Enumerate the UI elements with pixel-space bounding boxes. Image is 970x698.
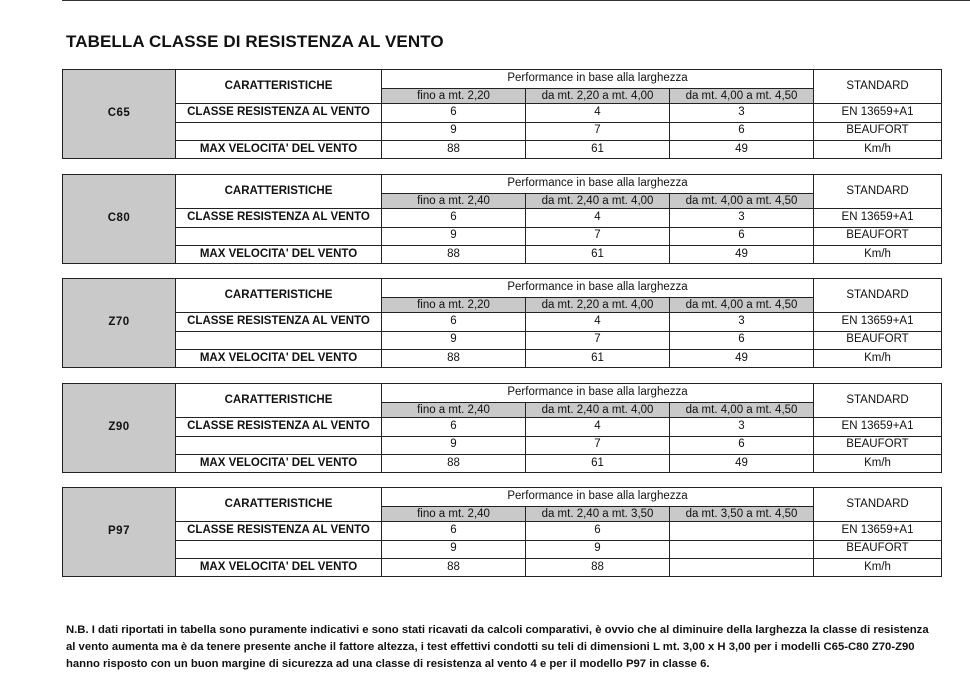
performance-header: Performance in base alla larghezza <box>382 70 814 89</box>
value-cell: 61 <box>526 140 670 158</box>
value-cell <box>670 558 814 576</box>
value-cell: 88 <box>382 349 526 367</box>
value-cell: 7 <box>526 436 670 454</box>
table-row <box>63 454 942 472</box>
table-row <box>63 522 942 540</box>
value-cell: 49 <box>670 140 814 158</box>
value-cell: 9 <box>382 436 526 454</box>
model-name: C65 <box>63 70 176 159</box>
table-block <box>62 487 941 577</box>
value-cell: 3 <box>670 104 814 122</box>
value-cell: 88 <box>382 245 526 263</box>
row-label <box>176 331 382 349</box>
table-block <box>62 278 941 368</box>
value-cell: 9 <box>382 227 526 245</box>
table-row <box>63 349 942 367</box>
table-row <box>63 140 942 158</box>
width-range: fino a mt. 2,20 <box>382 298 526 313</box>
wind-class-table <box>62 383 942 473</box>
value-cell: 88 <box>382 558 526 576</box>
row-label: CLASSE RESISTENZA AL VENTO <box>176 209 382 227</box>
footnote: N.B. I dati riportati in tabella sono puramente indicativi e sono stati ricavati da calcoli comparativi, è ovvio che al diminuire della larghezza la classe di resistenza al vento aumenta ma è da tenere presente anche il fattore altezza, i test effettivi condotti su teli di dimensioni L mt. 3,00 x H 3,00 per i modelli C65-C80 Z70-Z90 hanno risposto con un buon margine di sicurezza ad una classe di resistenza al vento 4 e per il modello P97 in classe 6. <box>66 624 929 670</box>
standard-cell: BEAUFORT <box>814 540 942 558</box>
value-cell: 88 <box>382 140 526 158</box>
characteristics-header: CARATTERISTICHE <box>176 384 382 418</box>
standard-header: STANDARD <box>814 384 942 418</box>
standard-cell: Km/h <box>814 454 942 472</box>
width-range: da mt. 2,40 a mt. 4,00 <box>526 194 670 209</box>
row-label <box>176 540 382 558</box>
standard-header: STANDARD <box>814 70 942 104</box>
characteristics-header: CARATTERISTICHE <box>176 279 382 313</box>
table-block <box>62 383 941 473</box>
performance-header: Performance in base alla larghezza <box>382 488 814 507</box>
table-row <box>63 331 942 349</box>
value-cell: 9 <box>382 122 526 140</box>
table-row <box>63 418 942 436</box>
width-range: fino a mt. 2,40 <box>382 194 526 209</box>
row-label: MAX VELOCITA' DEL VENTO <box>176 245 382 263</box>
width-range: da mt. 3,50 a mt. 4,50 <box>670 507 814 522</box>
standard-cell: BEAUFORT <box>814 122 942 140</box>
table-block <box>62 174 941 264</box>
row-label <box>176 436 382 454</box>
value-cell: 49 <box>670 349 814 367</box>
standard-cell: EN 13659+A1 <box>814 209 942 227</box>
width-range: fino a mt. 2,20 <box>382 89 526 104</box>
standard-cell: Km/h <box>814 245 942 263</box>
value-cell: 9 <box>526 540 670 558</box>
standard-cell: EN 13659+A1 <box>814 418 942 436</box>
table-row <box>63 384 942 403</box>
table-row <box>63 70 942 89</box>
standard-cell: Km/h <box>814 349 942 367</box>
value-cell: 4 <box>526 418 670 436</box>
characteristics-header: CARATTERISTICHE <box>176 175 382 209</box>
row-label: CLASSE RESISTENZA AL VENTO <box>176 418 382 436</box>
standard-cell: EN 13659+A1 <box>814 313 942 331</box>
width-range: da mt. 4,00 a mt. 4,50 <box>670 298 814 313</box>
row-label: MAX VELOCITA' DEL VENTO <box>176 349 382 367</box>
width-range: da mt. 4,00 a mt. 4,50 <box>670 89 814 104</box>
standard-cell: Km/h <box>814 140 942 158</box>
value-cell: 88 <box>382 454 526 472</box>
model-name: Z70 <box>63 279 176 368</box>
value-cell: 49 <box>670 245 814 263</box>
standard-cell: EN 13659+A1 <box>814 104 942 122</box>
table-row <box>63 104 942 122</box>
value-cell: 61 <box>526 245 670 263</box>
model-name: C80 <box>63 175 176 264</box>
row-label: CLASSE RESISTENZA AL VENTO <box>176 522 382 540</box>
value-cell: 4 <box>526 104 670 122</box>
performance-header: Performance in base alla larghezza <box>382 175 814 194</box>
value-cell <box>670 522 814 540</box>
value-cell <box>670 540 814 558</box>
standard-cell: EN 13659+A1 <box>814 522 942 540</box>
standard-cell: Km/h <box>814 558 942 576</box>
wind-class-table <box>62 69 942 159</box>
value-cell: 3 <box>670 313 814 331</box>
value-cell: 7 <box>526 331 670 349</box>
table-row <box>63 313 942 331</box>
table-row <box>63 558 942 576</box>
width-range: da mt. 2,40 a mt. 4,00 <box>526 403 670 418</box>
width-range: fino a mt. 2,40 <box>382 507 526 522</box>
top-rule <box>62 0 970 1</box>
value-cell: 6 <box>670 227 814 245</box>
width-range: fino a mt. 2,40 <box>382 403 526 418</box>
value-cell: 9 <box>382 540 526 558</box>
value-cell: 3 <box>670 209 814 227</box>
row-label: CLASSE RESISTENZA AL VENTO <box>176 104 382 122</box>
model-name: P97 <box>63 488 176 577</box>
table-row <box>63 209 942 227</box>
table-row <box>63 488 942 507</box>
standard-cell: BEAUFORT <box>814 227 942 245</box>
table-row <box>63 122 942 140</box>
model-name: Z90 <box>63 384 176 473</box>
width-range: da mt. 4,00 a mt. 4,50 <box>670 403 814 418</box>
value-cell: 4 <box>526 209 670 227</box>
table-row <box>63 436 942 454</box>
row-label: CLASSE RESISTENZA AL VENTO <box>176 313 382 331</box>
value-cell: 88 <box>526 558 670 576</box>
value-cell: 6 <box>670 331 814 349</box>
value-cell: 7 <box>526 227 670 245</box>
wind-class-table <box>62 278 942 368</box>
characteristics-header: CARATTERISTICHE <box>176 488 382 522</box>
table-row <box>63 227 942 245</box>
value-cell: 6 <box>382 522 526 540</box>
value-cell: 7 <box>526 122 670 140</box>
value-cell: 3 <box>670 418 814 436</box>
performance-header: Performance in base alla larghezza <box>382 279 814 298</box>
table-block <box>62 69 941 159</box>
table-row <box>63 175 942 194</box>
row-label: MAX VELOCITA' DEL VENTO <box>176 454 382 472</box>
page-title: TABELLA CLASSE DI RESISTENZA AL VENTO <box>66 32 444 51</box>
value-cell: 9 <box>382 331 526 349</box>
table-row <box>63 540 942 558</box>
standard-cell: BEAUFORT <box>814 331 942 349</box>
standard-cell: BEAUFORT <box>814 436 942 454</box>
row-label <box>176 122 382 140</box>
standard-header: STANDARD <box>814 488 942 522</box>
value-cell: 49 <box>670 454 814 472</box>
row-label: MAX VELOCITA' DEL VENTO <box>176 558 382 576</box>
row-label: MAX VELOCITA' DEL VENTO <box>176 140 382 158</box>
standard-header: STANDARD <box>814 279 942 313</box>
value-cell: 6 <box>382 418 526 436</box>
row-label <box>176 227 382 245</box>
table-row <box>63 279 942 298</box>
wind-class-table <box>62 487 942 577</box>
value-cell: 61 <box>526 349 670 367</box>
value-cell: 6 <box>526 522 670 540</box>
width-range: da mt. 2,20 a mt. 4,00 <box>526 89 670 104</box>
characteristics-header: CARATTERISTICHE <box>176 70 382 104</box>
width-range: da mt. 2,40 a mt. 3,50 <box>526 507 670 522</box>
table-row <box>63 245 942 263</box>
performance-header: Performance in base alla larghezza <box>382 384 814 403</box>
value-cell: 4 <box>526 313 670 331</box>
value-cell: 6 <box>670 436 814 454</box>
standard-header: STANDARD <box>814 175 942 209</box>
value-cell: 6 <box>382 313 526 331</box>
value-cell: 6 <box>382 209 526 227</box>
value-cell: 6 <box>670 122 814 140</box>
wind-class-table <box>62 174 942 264</box>
width-range: da mt. 2,20 a mt. 4,00 <box>526 298 670 313</box>
value-cell: 6 <box>382 104 526 122</box>
width-range: da mt. 4,00 a mt. 4,50 <box>670 194 814 209</box>
value-cell: 61 <box>526 454 670 472</box>
